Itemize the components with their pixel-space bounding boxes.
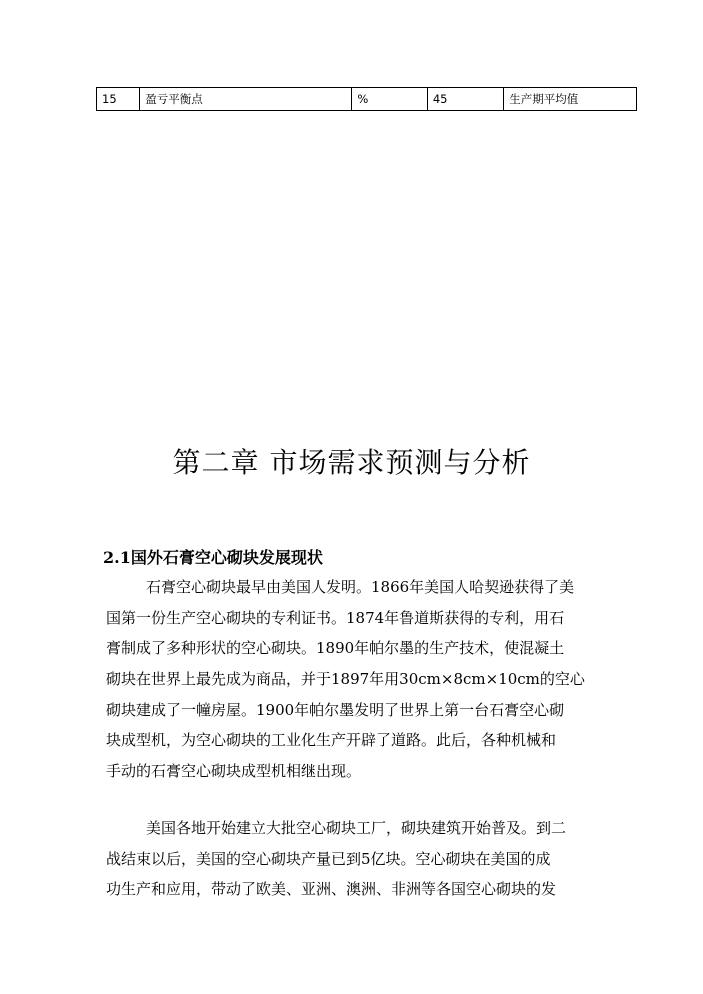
paragraph-line: 砌块建成了一幢房屋。1900年帕尔墨发明了世界上第一台石膏空心砌 — [106, 700, 565, 719]
paragraph-line: 国第一份生产空心砌块的专利证书。1874年鲁道斯获得的专利，用石 — [106, 608, 565, 627]
paragraph-line: 膏制成了多种形状的空心砌块。1890年帕尔墨的生产技术，使混凝土 — [106, 639, 565, 658]
indicator-table — [96, 87, 637, 111]
chapter-title: 第二章 市场需求预测与分析 — [172, 446, 531, 479]
paragraph-1 — [106, 572, 606, 787]
paragraph-line: 手动的石膏空心砌块成型机相继出现。 — [106, 762, 362, 781]
section-heading: 2.1国外石膏空心砌块发展现状 — [103, 548, 323, 567]
row-unit-cell: % — [352, 88, 427, 111]
row-note-cell: 生产期平均值 — [504, 88, 637, 111]
paragraph-line: 功生产和应用，带动了欧美、亚洲、澳洲、非洲等各国空心砌块的发 — [106, 880, 557, 899]
paragraph-line: 砌块在世界上最先成为商品，并于1897年用30cm×8cm×10cm的空心 — [106, 670, 585, 689]
paragraph-line: 石膏空心砌块最早由美国人发明。1866年美国人哈契逊获得了美 — [146, 578, 575, 596]
paragraph-line: 美国各地开始建立大批空心砌块工厂，砌块建筑开始普及。到二 — [146, 819, 567, 837]
row-value-cell: 45 — [427, 88, 503, 111]
row-index-cell: 15 — [97, 88, 140, 111]
row-item-cell: 盈亏平衡点 — [140, 88, 352, 111]
paragraph-line: 块成型机，为空心砌块的工业化生产开辟了道路。此后，各种机械和 — [106, 731, 557, 750]
table-row — [97, 88, 637, 111]
paragraph-line: 战结束以后，美国的空心砌块产量已到5亿块。空心砌块在美国的成 — [106, 849, 551, 868]
paragraph-2 — [106, 813, 606, 905]
